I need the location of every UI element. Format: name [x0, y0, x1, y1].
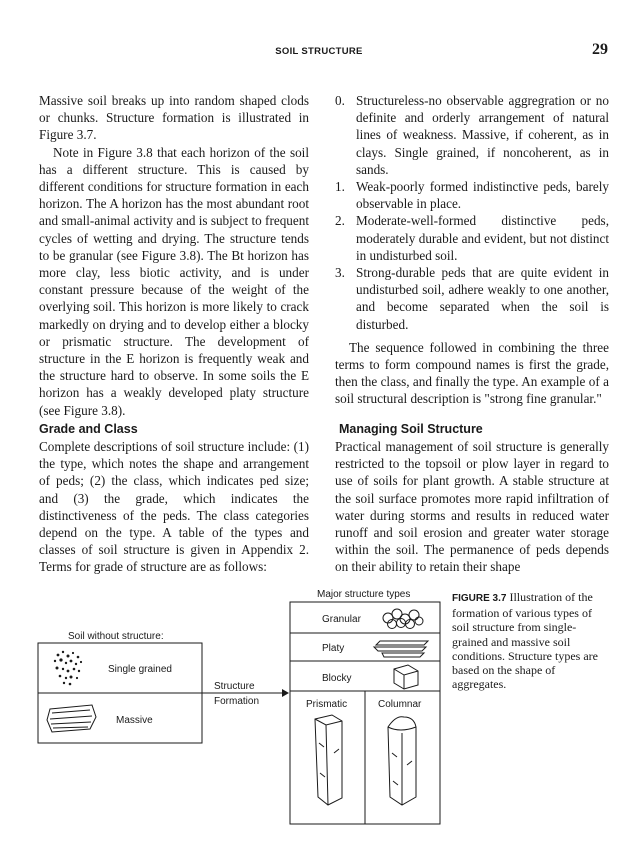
figure-caption	[452, 590, 612, 691]
platy-label: Platy	[322, 643, 345, 654]
page-number: 29	[592, 41, 608, 58]
grade-class-section	[39, 438, 309, 576]
prismatic-icon	[315, 715, 342, 805]
soil-without-structure-label: Soil without structure:	[68, 631, 164, 642]
major-types-label: Major structure types	[317, 589, 411, 600]
managing-structure-paragraph: Practical management of soil structure is generally restricted to the topsoil or plow layer in regard to use of soils for plant growth. A stable structure at the soil surface promotes more rapid infiltration of water during storms and results in reduced water runoff and soil erosion and greater water storage within the soil. The permanence of peds depends on their ability to retain their shape	[335, 439, 609, 575]
grade-number: 2.	[335, 213, 345, 229]
figure-caption-text: Illustration of the formation of various types of soil structure from single-grained and massive soil conditions. Structure types are based on the shape of aggregates.	[452, 590, 598, 692]
arrow-label-formation: Formation	[214, 696, 260, 707]
granular-label: Granular	[322, 614, 361, 625]
intro-paragraph: Massive soil breaks up into random shaped clods or chunks. Structure formation is illustrated in Figure 3.7.	[39, 93, 309, 143]
grade-text: Structureless-no observable aggregration or no definite and orderly arrangement of natural lines of weakness. Massive, if coherent, as in clays. Single grained, if noncoherent, as in sands.	[356, 93, 609, 177]
grade-text: Moderate-well-formed distinctive peds, moderately durable and evident, but not distinct in undisturbed soil.	[356, 213, 609, 263]
left-column-upper	[39, 92, 309, 419]
grade-text: Weak-poorly formed indistinctive peds, barely observable in place.	[356, 179, 609, 212]
managing-structure-section	[335, 438, 609, 576]
grade-item-2	[335, 212, 609, 264]
single-grained-label: Single grained	[108, 664, 172, 675]
grade-item-1	[335, 178, 609, 212]
blocky-icon	[394, 665, 418, 689]
grade-item-3	[335, 264, 609, 333]
grade-number: 3.	[335, 265, 345, 281]
figure-3-7-illustration	[30, 583, 445, 828]
granular-icon	[383, 609, 423, 629]
grade-list	[335, 92, 609, 333]
compound-names-paragraph: The sequence followed in combining the three terms to form compound names is first the grade, then the class, and finally the type. An example of a soil structural description is "strong fine granular."	[335, 339, 609, 407]
massive-clod-icon	[47, 705, 96, 732]
horizons-paragraph: Note in Figure 3.8 that each horizon of the soil has a different structure. This is caused by different conditions for structure formation in each horizon. The A horizon has the most abundant root and small-animal activity and is subject to frequent cycles of wetting and drying. The structure tends to be granular (see Figure 3.8). The Bt horizon has more clay, less biotic activity, and is under constant pressure because of the weight of the overlying soil. This horizon is more likely to crack markedly on drying and to develop either a blocky or prismatic structure. The development of structure in the E horizon is frequently weak and the structure hard to observe. In some soils the E horizon has a weakly developed platy structure (see Figure 3.8).	[39, 144, 309, 418]
grade-item-0	[335, 92, 609, 178]
columnar-label: Columnar	[378, 699, 422, 710]
figure-caption-label: FIGURE 3.7	[452, 593, 507, 604]
right-column-upper	[335, 92, 609, 408]
prismatic-label: Prismatic	[306, 699, 348, 710]
platy-icon	[374, 641, 428, 657]
columnar-icon	[388, 717, 416, 805]
grade-class-heading: Grade and Class	[39, 422, 138, 436]
managing-structure-heading: Managing Soil Structure	[339, 422, 483, 436]
grade-text: Strong-durable peds that are quite evident in undisturbed soil, adhere weakly to one another, and become separated when the soil is disturbed.	[356, 265, 609, 332]
grade-number: 1.	[335, 179, 345, 195]
grade-class-paragraph: Complete descriptions of soil structure include: (1) the type, which notes the shape and arrangement of peds; (2) the class, which indicates ped size; and (3) the grade, which indicates the distinctiveness of the peds. The class categories depend on the type. A table of the types and classes of soil structure is given in Appendix 2. Terms for grade of structure are as follows:	[39, 439, 309, 575]
grade-number: 0.	[335, 93, 345, 108]
massive-label: Massive	[116, 715, 153, 726]
single-grained-dots-icon	[54, 651, 82, 686]
running-header: SOIL STRUCTURE	[275, 46, 363, 57]
arrow-label-structure: Structure	[214, 681, 255, 692]
blocky-label: Blocky	[322, 673, 352, 684]
